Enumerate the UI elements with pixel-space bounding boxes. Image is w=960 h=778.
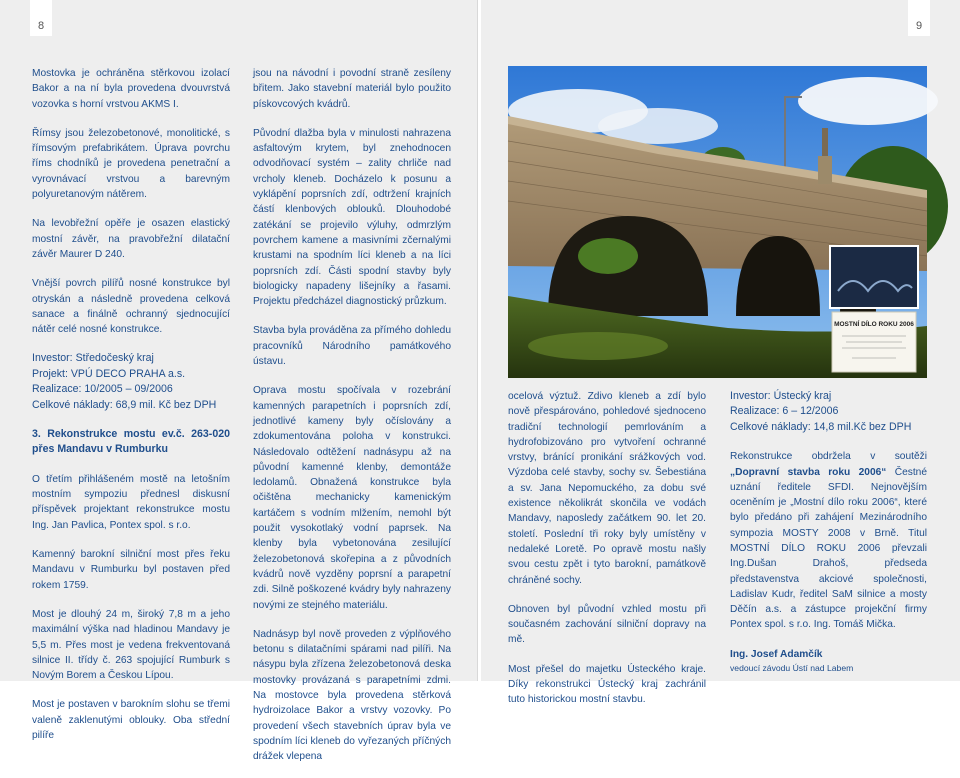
bridge-photo [508, 66, 927, 378]
paragraph: Most je dlouhý 24 m, široký 7,8 m a jeho maximální výška nad hladinou Mandavy je 5,5 m. Přes most je vedena frekventovaná silnice II. třídy č. 263 spojující Rumburk s Novým Borem a Českou Lípou. [32, 608, 230, 682]
paragraph: Obnoven byl původní vzhled mostu při současném zachování silniční dopravy na mě. [508, 603, 706, 646]
section-heading: 3. Rekonstrukce mostu ev.č. 263-020 přes Mandavu v Rumburku [32, 428, 230, 456]
paragraph: Mostovka je ochráněna stěrkovou izolací Bakor a na ní byla provedena dvouvrstvá vozovka s horní vrstvou AKMS I. [32, 68, 230, 110]
paragraph: Most je postaven v barokním slohu se třemi valeně zaklenutými oblouky. Oba střední pilíře [32, 699, 230, 742]
spec-investor: Investor: Ústecký kraj [730, 390, 832, 402]
paragraph [730, 449, 927, 633]
project-spec [730, 389, 927, 435]
paragraph: Kamenný barokní silniční most přes řeku Mandavu v Rumburku byl postaven před rokem 1759. [32, 549, 230, 591]
certificate-title: MOSTNÍ DÍLO ROKU 2006 [834, 321, 914, 328]
text-column-4 [730, 389, 927, 675]
project-spec [32, 351, 230, 413]
paragraph: O třetím přihlášeném mostě na letošním mostním sympoziu přednesl diskusní příspěvek projektant rekonstrukce mostu Ing. Jan Pavlica, Pontex spol. s r.o. [32, 473, 230, 531]
spec-naklady: Celkové náklady: 14,8 mil.Kč bez DPH [730, 420, 912, 433]
spec-realizace: Realizace: 6 – 12/2006 [730, 405, 839, 418]
text-column-1 [32, 66, 230, 757]
paragraph: Na levobřežní opěře je osazen elastický mostní závěr, na pravobřežní dilatační závěr Maurer D 240. [32, 218, 230, 260]
paragraph-part: Rekonstrukce obdržela v soutěži [730, 451, 927, 463]
author-role: vedoucí závodu Ústí nad Labem [730, 663, 854, 674]
paragraph: Nadnásyp byl nově proveden z výplňového betonu s dilatačními spárami nad pilíři. Na násypu byla zřízena železobetonová deska mostovky provázaná s parapetními zdmi. Na mostovce byla provedena stěrková hydroizolace Bakor a vrstvy vozovky. Po provedení všech stavebních úprav byla ve spodním líci kleneb do vyřezaných příčných drážek vlepena [253, 628, 451, 763]
author-name: Ing. Josef Adamčík [730, 648, 823, 660]
paragraph: Římsy jsou železobetonové, monolitické, s římsovým prefabrikátem. Úprava povrchu říms chodníků je provedena penetrační a vyrovnávací vrstvou a barevným polyuretanovým nátěrem. [32, 127, 230, 201]
spec-investor: Investor: Středočeský kraj [32, 352, 154, 365]
paragraph: Vnější povrch pilířů nosné konstrukce byl otryskán a následně provedena celková sanace a finálně ochranný sjednocující nátěr celé nosné konstrukce. [32, 278, 230, 336]
paragraph: ocelová výztuž. Zdivo kleneb a zdí bylo nově přespárováno, pohledové sjednoceno tradiční technologií pemrlováním a hydrofobizováno pro vytvoření ochranné vrstvy, bránící pronikání srážkových vod. Výzdoba celé stavby, sochy sv. Šebestiána a sv. Jana Nepomuckého, za dobu své existence několikrát skončila ve vodách Mandavy, naposledy začátkem 90. let 20. století. Poslední tři roky byly umístěny v nedaleké Loretě. Po opravě mostu našly svou cestu zpět i tyto barokní, památkově chráněné sochy. [508, 391, 706, 586]
page-number-left: 8 [30, 0, 52, 36]
paragraph: jsou na návodní i povodní straně zesíleny břitem. Jako stavební materiál bylo použito pískovcových kvádrů. [253, 68, 451, 110]
paragraph: Most přešel do majetku Ústeckého kraje. Díky rekonstrukci Ústecký kraj zachránil tuto historickou mostní stavbu. [508, 663, 706, 706]
paragraph: Oprava mostu spočívala v rozebrání kamenných parapetních i poprsních zdí, jednotlivé kameny byly očíslovány a zdokumentována poloha v konstrukci. Následovalo odtěžení nadnásypu až na původní kamenné klenby, demontáže ledolamů. Obnažená konstrukce byla očištěna mechanicky kamenickým kartáčem s vodním mlžením, nemohl být použit vysokotlaký vodní paprsek. Na klenby byla vybetonována zesilující železobetonová skořepina a z původních kvádrů nově vyzděny poprsní a parapetní zdi. Silně poškozené kvádry byly nahrazeny novými ze stejného materiálu. [253, 385, 451, 611]
text-column-2 [253, 66, 451, 778]
paragraph-part: Čestné uznání ředitele SFDI. Nejnovějším oceněním je „Mostní dílo roku 2006“, které bylo předáno při zahájení Mezinárodního sympozia MOSTY 2008 v Brně. Titul MOSTNÍ DÍLO ROKU 2006 převzali Ing.Dušan Drahoš, předseda představenstva akciové společnosti, Ladislav Kudr, ředitel SaM silnice a mosty Děčín a.s. a zástupce projekční firmy Pontex spol. s r.o. Ing. Tomáš Mička. [730, 466, 927, 631]
paragraph: Stavba byla prováděna za přímého dohledu pracovníků Národního památkového ústavu. [253, 325, 451, 368]
bridge-illustration [508, 66, 927, 378]
page-number-right: 9 [908, 0, 930, 36]
paragraph: Původní dlažba byla v minulosti nahrazena asfaltovým krytem, byl znehodnocen odvodňovací systém – zality chrliče nad vrcholy kleneb. Docházelo k posunu a vyklápění poprsních zdí, odtržení krajních částí klenbových oblouků. Dlouhodobé zatékání se projevilo výluhy, odmrzlým povrchem kamene a masivními zčernalými krustami na spodním líci kleneb a na líci poprsních zdí. Části spodní stavby byly biologicky napadeny lišejníky a řasami. Projektu předcházel diagnostický průzkum. [253, 127, 451, 308]
text-column-3 [508, 389, 706, 722]
spec-naklady: Celkové náklady: 68,9 mil. Kč bez DPH [32, 398, 217, 411]
spec-realizace: Realizace: 10/2005 – 09/2006 [32, 383, 173, 396]
award-name: „Dopravní stavba roku 2006“ [730, 466, 887, 478]
spec-projekt: Projekt: VPÚ DECO PRAHA a.s. [32, 367, 186, 380]
